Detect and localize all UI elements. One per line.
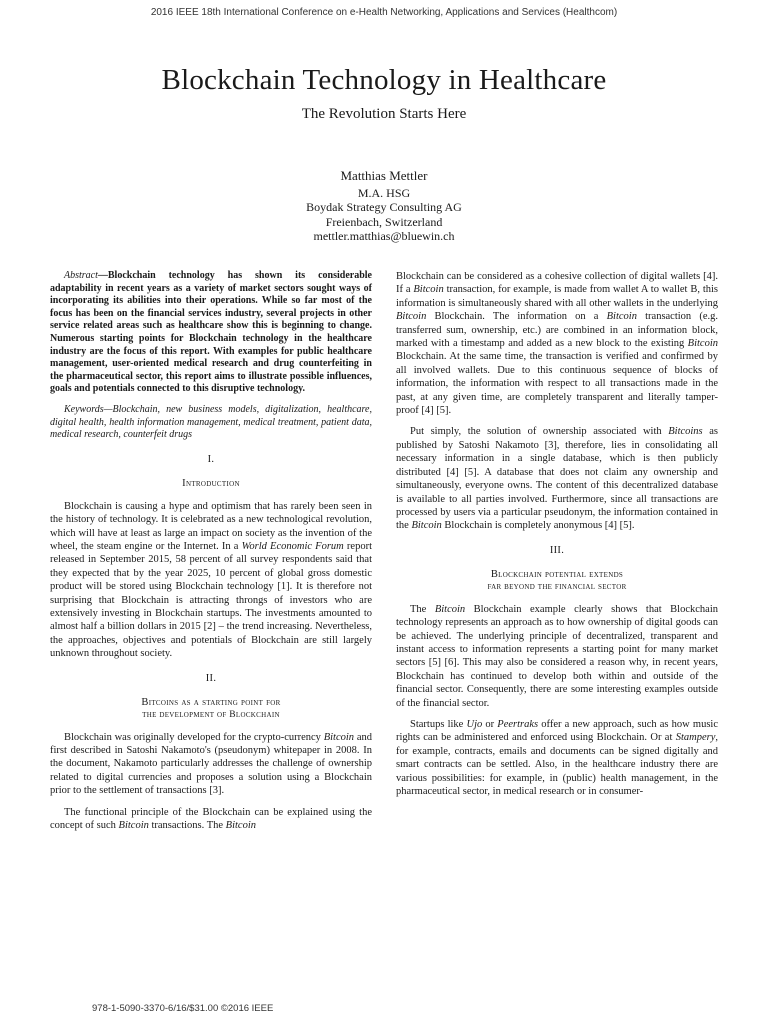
paragraph-bitcoin-example xyxy=(396,603,718,710)
text-run: Startups like xyxy=(410,718,467,730)
running-header: 2016 IEEE 18th International Conference on e-Health Networking, Applications and Services (Healthcom) xyxy=(150,7,618,18)
abstract-label: Abstract xyxy=(64,270,98,281)
keywords-label: Keywords xyxy=(64,403,104,415)
text-run: Blockchain can be considered as a cohesive collection of digital wallets [4]. If a xyxy=(396,271,718,296)
author-email: mettler.matthias@bluewin.ch xyxy=(313,229,455,243)
text-run: or xyxy=(482,718,498,730)
text-run-italic: Bitcoin xyxy=(413,284,444,296)
author-name: Matthias Mettler xyxy=(340,168,428,183)
text-run: transactions. The xyxy=(148,820,226,832)
text-run: Blockchain. The information on a xyxy=(426,311,607,323)
text-run-italic: Bitcoin xyxy=(396,311,427,323)
section-number: I. xyxy=(207,453,215,465)
text-run: Blockchain is causing a hype and optimism that has rarely been seen in the history of technology. It is celebrated as a new technological revolution, which will have at least as large an impact on society as the invention of the wheel, the steam engine or the Internet. In a xyxy=(50,500,372,552)
text-run: as published by Satoshi Nakamoto [3], therefore, lies in consolidating all necessary information in a single database, which is then publicly distributed [4] [5]. A database that does not claim any ownership and simultaneously, everyone owns. The content of this decentralized database is available to all parties involved. Furthermore, since all transactions are processed by users via a particular pseudonym, the information contained in the xyxy=(396,426,718,532)
text-run-italic: Bitcoin xyxy=(687,338,718,350)
paragraph-wallets xyxy=(396,270,718,417)
section-title-line2: the development of Blockchain xyxy=(142,709,280,720)
section-number: III. xyxy=(549,544,565,556)
keywords-text: Blockchain, new business models, digitalization, healthcare, digital health, health information management, medical treatment, patient data, medical research, counterfeit drugs xyxy=(50,403,372,441)
text-run-italic: Bitcoin xyxy=(606,311,637,323)
author-block xyxy=(0,169,768,244)
abstract-dash: — xyxy=(97,270,108,281)
text-run-italic: Bitcoin xyxy=(434,603,466,615)
text-run: transaction, for example, is made from wallet A to wallet B, this information is simultaneously shared with all other wallets in the underlying xyxy=(396,284,718,309)
section-title-line1: Bitcoins as a starting point for xyxy=(141,696,281,708)
section-title-line1: Blockchain potential extends xyxy=(490,568,624,580)
keywords xyxy=(50,404,372,442)
author-location: Freienbach, Switzerland xyxy=(325,214,443,229)
section-heading-bitcoins xyxy=(50,673,372,721)
section-number: II. xyxy=(205,672,217,684)
section-heading-potential xyxy=(396,545,718,593)
text-run: Blockchain was originally developed for the crypto-currency xyxy=(64,731,324,743)
text-run: The functional principle of the Blockchain can be explained using the concept of such xyxy=(50,806,372,832)
section-title-line2: far beyond the financial sector xyxy=(487,581,627,592)
section-title: Introduction xyxy=(182,477,240,489)
text-run-italic: Ujo xyxy=(466,718,483,730)
text-run: , for example, contracts, emails and documents can be signed digitally and smart contracts can be settled. Also, in the healthcare industry there are various possibilities: for example, in (public) health management, in the pharmaceutical sector, in medical research or in consumer- xyxy=(396,732,718,797)
text-run-italic: Bitcoin xyxy=(411,520,442,532)
text-run: and first described in Satoshi Nakamoto's (pseudonym) whitepaper in 2008. In the document, Nakamoto particularly addresses the challenge of ownership related to digital currencies and proposes a solution using a Blockchain prior to the settlement of transactions [3]. xyxy=(50,731,372,797)
left-column xyxy=(50,270,372,840)
text-run: Blockchain is completely anonymous [4] [5]. xyxy=(441,520,635,532)
paper-subtitle: The Revolution Starts Here xyxy=(301,106,467,122)
author-degree: M.A. HSG xyxy=(357,185,411,200)
text-run: report released in September 2015, 58 percent of all survey respondents said that they expected that by the year 2025, 10 percent of global gross domestic product will be stored using Blockchain technology [1]. It is therefore not surprising that Blockchain is attracting throngs of investors who are extensively investing in Blockchain startups. The investments amounted to almost half a billion dollars in 2015 [2] – the trend increasing. Nevertheless, the approaches, objectives and potentials of Blockchain are still largely unknown throughout society. xyxy=(50,540,372,660)
text-run-italic: Bitcoin xyxy=(118,820,149,832)
text-run: Blockchain. At the same time, the transaction is verified and confirmed by all involved wallets. Due to this continuous sequence of blocks of information, the information with respect to all transactions made in the past, at any given time, are completely transparent and literally tamper-proof [4] [5]. xyxy=(396,351,718,417)
text-run: transaction (e.g. transferred sum, ownership, etc.) are combined in an information block, marked with a timestamp and added as a new block to the existing xyxy=(396,311,718,350)
section-heading-introduction xyxy=(50,454,372,490)
text-run: Put simply, the solution of ownership associated with xyxy=(410,426,669,438)
text-run-italic: Bitcoin xyxy=(225,820,256,832)
author-organization: Boydak Strategy Consulting AG xyxy=(306,200,462,214)
paragraph-ownership xyxy=(396,425,718,532)
text-run-italic: World Economic Forum xyxy=(241,540,344,552)
abstract xyxy=(50,270,372,396)
copyright-footer: 978-1-5090-3370-6/16/$31.00 ©2016 IEEE xyxy=(92,1003,274,1014)
text-run-italic: Peertraks xyxy=(497,718,539,730)
paragraph-startups xyxy=(396,718,718,798)
text-run-italic: Stampery xyxy=(675,732,716,744)
text-run: offer a new approach, such as how music rights can be administered and enforced using Blockchain. Or at xyxy=(396,718,718,744)
keywords-dash: — xyxy=(103,403,113,415)
text-run-italic: Bitcoins xyxy=(668,426,703,438)
text-run-italic: Bitcoin xyxy=(323,731,355,743)
text-run: Blockchain example clearly shows that Blockchain technology represents an approach as to how ownership of digital goods can be achieved. The underlying principle of decentralized, transparent and instant access to information represents a starting point for many market sectors [5] [6]. This may also be considered a reason why, in recent years, Blockchain has continued to develop both within and outside of the financial sector. Consequently, there are some interesting examples outside of the financial sector. xyxy=(396,603,718,709)
paragraph-bitcoin-origin xyxy=(50,731,372,798)
paper-title: Blockchain Technology in Healthcare xyxy=(161,64,607,96)
abstract-text: Blockchain technology has shown its considerable adaptability in recent years as a variety of market sectors sought ways of incorporating its abilities into their operations. While so far most of the focus has been on the financial services industry, several projects in other service related areas such as healthcare show this is beginning to change. Numerous starting points for Blockchain technology in the healthcare industry are the focus of this report. With examples for public healthcare management, user-oriented medical research and drug counterfeiting in the pharmaceutical sector, this report aims to illustrate possible influences, goals and potentials connected to this disruptive technology. xyxy=(50,270,372,395)
right-column xyxy=(396,270,718,806)
text-run: The xyxy=(410,603,435,615)
paragraph-intro xyxy=(50,500,372,661)
paragraph-functional-principle xyxy=(50,806,372,833)
